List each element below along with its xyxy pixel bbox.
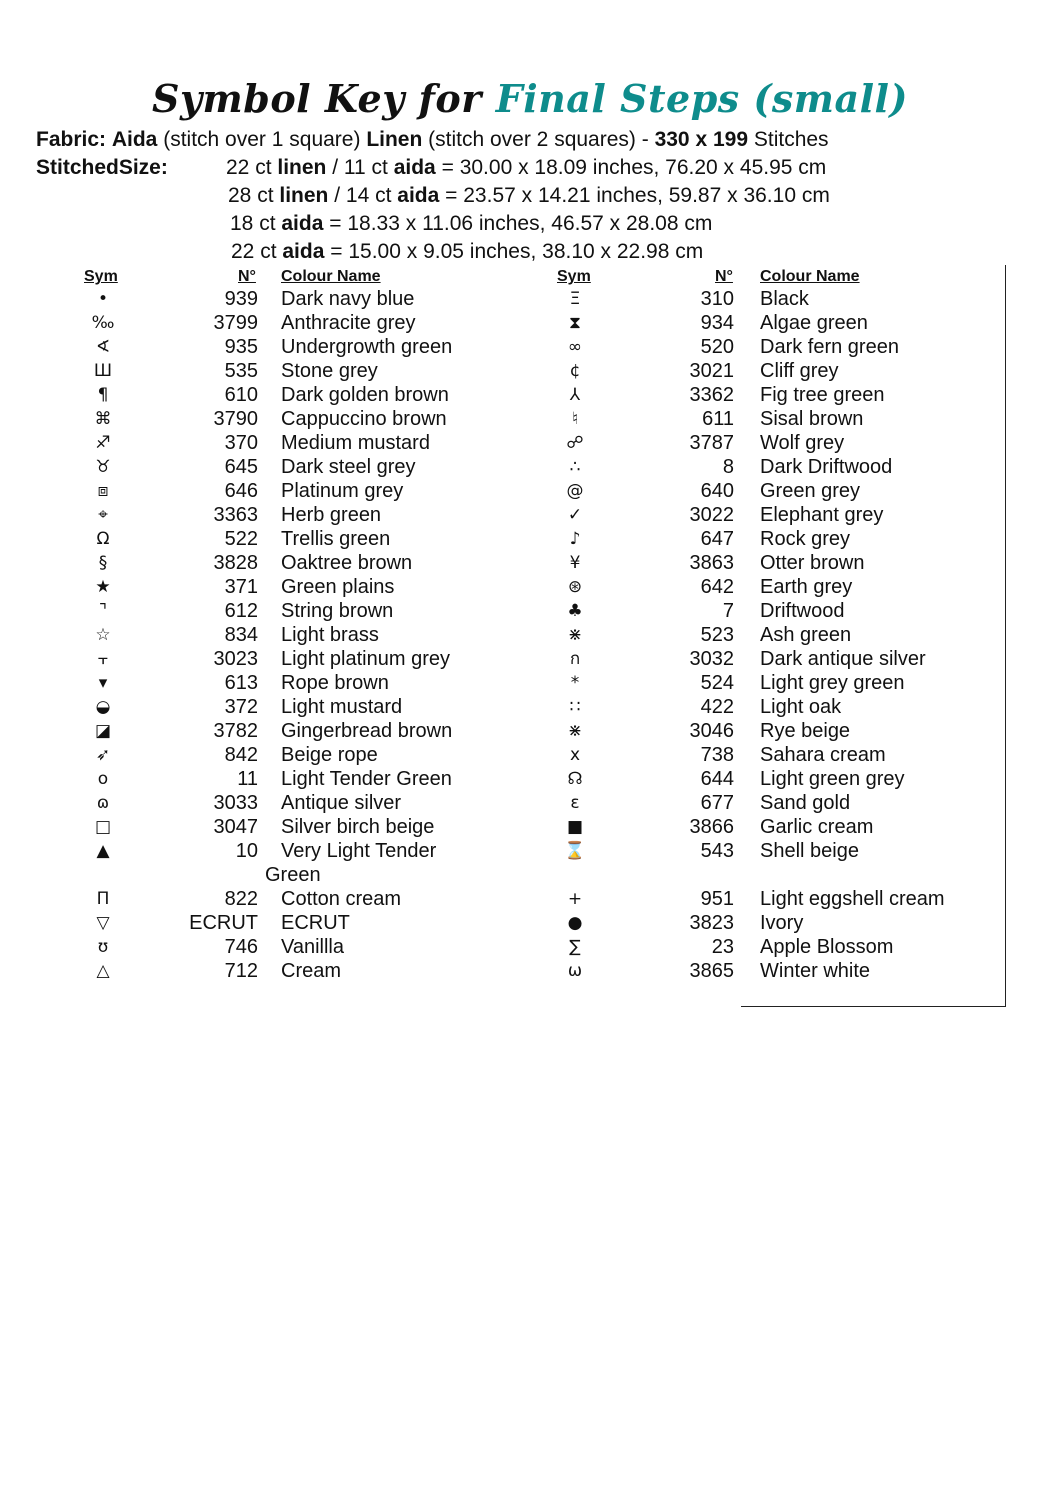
- key-row: [0, 647, 520, 671]
- colour-name: Green plains: [281, 576, 395, 598]
- thread-number: 951: [700, 888, 734, 910]
- key-row: [0, 503, 520, 527]
- symbol-glyph-icon: ☍: [566, 433, 584, 453]
- size-fabric: linen: [277, 156, 327, 179]
- key-row: [0, 815, 520, 839]
- title-pattern-name: Final Steps (small): [495, 76, 908, 121]
- symbol-glyph-icon: §: [98, 553, 108, 573]
- key-row: [0, 311, 520, 335]
- key-row: [520, 575, 1000, 599]
- symbol-glyph-icon: Π: [96, 889, 110, 909]
- symbol-glyph-icon: □: [94, 817, 112, 837]
- thread-number: 3863: [689, 552, 734, 574]
- colour-name: Vanillla: [281, 936, 344, 958]
- key-row: [0, 575, 520, 599]
- size-count: 22 ct: [231, 240, 277, 263]
- thread-number: 3362: [689, 384, 734, 406]
- colour-name: Green grey: [760, 480, 861, 502]
- thread-number: 3823: [689, 912, 734, 934]
- symbol-glyph-icon: ◒: [95, 697, 111, 717]
- colour-name: Light brass: [281, 624, 379, 646]
- symbol-glyph-icon: ♐: [95, 433, 111, 453]
- key-row: [0, 887, 520, 911]
- key-row: [520, 479, 1000, 503]
- header-sym-right: Sym: [557, 268, 591, 285]
- thread-number: 3021: [689, 360, 734, 382]
- colour-name: Dark steel grey: [281, 456, 416, 478]
- colour-name: Cappuccino brown: [281, 408, 447, 430]
- thread-number: 842: [224, 744, 258, 766]
- symbol-glyph-icon: ◪: [94, 721, 112, 741]
- colour-name: Wolf grey: [760, 432, 845, 454]
- key-row: [520, 719, 1000, 743]
- thread-number: 738: [700, 744, 734, 766]
- key-row: [520, 815, 1000, 839]
- size-fabric-2: aida: [397, 184, 440, 207]
- colour-name: Winter white: [760, 960, 871, 982]
- size-count: 22 ct: [226, 156, 272, 179]
- symbol-glyph-icon: ⫟: [97, 649, 109, 669]
- thread-number: 3363: [213, 504, 258, 526]
- colour-name: Stone grey: [281, 360, 378, 382]
- header-name-right: Colour Name: [760, 268, 860, 285]
- symbol-glyph-icon: ➶: [95, 745, 111, 765]
- key-row: [0, 959, 520, 983]
- key-row: [520, 695, 1000, 719]
- key-row: [0, 287, 520, 311]
- key-row: [0, 791, 520, 815]
- symbol-glyph-icon: ก: [569, 649, 581, 669]
- colour-name: Trellis green: [281, 528, 391, 550]
- colour-name: Light grey green: [760, 672, 905, 694]
- key-row: [520, 311, 1000, 335]
- thread-number: 640: [700, 480, 734, 502]
- key-row: [520, 767, 1000, 791]
- symbol-glyph-icon: ⊛: [567, 577, 583, 597]
- symbol-glyph-icon: ε: [570, 793, 580, 813]
- colour-name: Dark golden brown: [281, 384, 449, 406]
- thread-number: 3782: [213, 720, 258, 742]
- thread-number: 522: [224, 528, 258, 550]
- colour-name: Driftwood: [760, 600, 845, 622]
- colour-name: Light mustard: [281, 696, 403, 718]
- thread-number: 3790: [213, 408, 258, 430]
- key-row: [520, 599, 1000, 623]
- header-name-left: Colour Name: [281, 268, 381, 285]
- colour-name: Sand gold: [760, 792, 851, 814]
- symbol-glyph-icon: ∑: [569, 937, 581, 957]
- symbol-glyph-icon: △: [96, 961, 110, 981]
- colour-name: Dark antique silver: [760, 648, 926, 670]
- symbol-glyph-icon: ☆: [95, 625, 111, 645]
- colour-name: Ash green: [760, 624, 852, 646]
- size-dimensions: = 18.33 x 11.06 inches, 46.57 x 28.08 cm: [329, 212, 713, 235]
- colour-name: Cotton cream: [281, 888, 402, 910]
- thread-number: 535: [224, 360, 258, 382]
- thread-number: 422: [700, 696, 734, 718]
- thread-number: 642: [700, 576, 734, 598]
- size-count-2: / 14 ct: [334, 184, 392, 207]
- key-row: [520, 623, 1000, 647]
- key-row: [0, 455, 520, 479]
- key-row: [520, 503, 1000, 527]
- symbol-glyph-icon: ♪: [569, 529, 581, 549]
- thread-number: 370: [224, 432, 258, 454]
- thread-number: 935: [224, 336, 258, 358]
- colour-name: Rope brown: [281, 672, 389, 694]
- colour-name: Oaktree brown: [281, 552, 413, 574]
- key-row: [520, 431, 1000, 455]
- colour-name: ECRUT: [281, 912, 350, 934]
- key-row: [520, 407, 1000, 431]
- colour-name: Sahara cream: [760, 744, 886, 766]
- thread-number: 746: [224, 936, 258, 958]
- symbol-glyph-icon: ∷: [569, 697, 581, 717]
- fabric-label: Fabric:: [36, 128, 107, 151]
- colour-name: String brown: [281, 600, 394, 622]
- thread-number: 611: [702, 408, 734, 430]
- symbol-glyph-icon: ●: [567, 913, 583, 933]
- thread-number: 3865: [689, 960, 734, 982]
- symbol-glyph-icon: ¥: [569, 553, 581, 573]
- thread-number: 520: [700, 336, 734, 358]
- symbol-glyph-icon: ▲: [96, 841, 110, 861]
- thread-number: 822: [224, 888, 258, 910]
- symbol-glyph-icon: ♉: [95, 457, 111, 477]
- symbol-key-right-column: [520, 287, 1000, 983]
- key-row: [0, 407, 520, 431]
- key-row: [520, 383, 1000, 407]
- key-row: [520, 887, 1000, 911]
- colour-name: Otter brown: [760, 552, 865, 574]
- key-row: [0, 335, 520, 359]
- colour-name: Light green grey: [760, 768, 905, 790]
- stitched-size-line: [228, 182, 830, 210]
- colour-name: Light platinum grey: [281, 648, 450, 670]
- thread-number: 3046: [689, 720, 734, 742]
- symbol-glyph-icon: ♣: [567, 601, 583, 621]
- colour-name: Cream: [281, 960, 342, 982]
- thread-number: 934: [700, 312, 734, 334]
- symbol-glyph-icon: ∴: [569, 457, 581, 477]
- colour-name: Garlic cream: [760, 816, 874, 838]
- thread-number: 3047: [213, 816, 258, 838]
- symbol-glyph-icon: ⌛: [564, 841, 586, 861]
- symbol-glyph-icon: Ω: [96, 529, 110, 549]
- thread-number: 677: [700, 792, 734, 814]
- stitched-size-line: [226, 154, 826, 182]
- key-row: [0, 935, 520, 959]
- stitched-size-label: StitchedSize:: [36, 156, 168, 179]
- key-row: [0, 431, 520, 455]
- size-fabric: aida: [282, 240, 325, 263]
- key-row: [520, 671, 1000, 695]
- symbol-glyph-icon: ⌖: [98, 505, 108, 525]
- size-dimensions: = 15.00 x 9.05 inches, 38.10 x 22.98 cm: [330, 240, 704, 263]
- symbol-glyph-icon: ‰: [91, 313, 115, 333]
- symbol-glyph-icon: ɷ: [96, 793, 110, 813]
- key-row: [0, 479, 520, 503]
- symbol-glyph-icon: ¢: [569, 361, 581, 381]
- thread-number: 612: [224, 600, 258, 622]
- thread-number: 645: [224, 456, 258, 478]
- size-dimensions: = 23.57 x 14.21 inches, 59.87 x 36.10 cm: [445, 184, 830, 207]
- fabric-linen-note: (stitch over 2 squares) -: [428, 128, 649, 151]
- size-count: 28 ct: [228, 184, 274, 207]
- header-sym-left: Sym: [84, 268, 118, 285]
- key-row: [520, 743, 1000, 767]
- key-row: [520, 791, 1000, 815]
- thread-number: 310: [700, 288, 734, 310]
- key-row: [0, 695, 520, 719]
- symbol-glyph-icon: *: [570, 673, 580, 693]
- page-title: [0, 76, 1060, 121]
- key-row: [520, 911, 1000, 935]
- thread-number: 3023: [213, 648, 258, 670]
- stitch-count-label: Stitches: [753, 128, 829, 151]
- thread-number: 371: [224, 576, 258, 598]
- size-fabric: linen: [279, 184, 329, 207]
- key-row: [520, 455, 1000, 479]
- colour-name: Algae green: [760, 312, 868, 334]
- colour-name: Platinum grey: [281, 480, 404, 502]
- key-row: [0, 599, 520, 623]
- key-row: [0, 551, 520, 575]
- key-row: [520, 527, 1000, 551]
- colour-name: Antique silver: [281, 792, 402, 814]
- symbol-glyph-icon: ⋇: [567, 625, 583, 645]
- symbol-glyph-icon: +: [567, 889, 583, 909]
- colour-name: Light oak: [760, 696, 842, 718]
- symbol-glyph-icon: •: [97, 289, 109, 309]
- colour-name: Shell beige: [760, 840, 859, 862]
- table-right-border: [1005, 265, 1006, 1007]
- symbol-glyph-icon: ▾: [98, 673, 108, 693]
- symbol-glyph-icon: ★: [95, 577, 111, 597]
- stitched-size-line: [231, 238, 703, 266]
- thread-number: 7: [722, 600, 734, 622]
- colour-name: Anthracite grey: [281, 312, 416, 334]
- size-dimensions: = 30.00 x 18.09 inches, 76.20 x 45.95 cm: [441, 156, 827, 179]
- key-row: [0, 719, 520, 743]
- colour-name: Herb green: [281, 504, 382, 526]
- key-row: [520, 959, 1000, 983]
- colour-name-continued: Green: [265, 864, 321, 886]
- fabric-linen: Linen: [366, 128, 423, 151]
- thread-number: 10: [235, 840, 258, 862]
- key-row: [520, 287, 1000, 311]
- thread-number: 3866: [689, 816, 734, 838]
- key-row: [520, 839, 1000, 887]
- symbol-glyph-icon: ▽: [96, 913, 110, 933]
- size-count-2: / 11 ct: [332, 156, 388, 179]
- thread-number: 23: [711, 936, 734, 958]
- colour-name: Earth grey: [760, 576, 853, 598]
- colour-name: Sisal brown: [760, 408, 864, 430]
- thread-number: 610: [224, 384, 258, 406]
- thread-number: 8: [722, 456, 734, 478]
- thread-number: 647: [700, 528, 734, 550]
- key-row: [0, 527, 520, 551]
- key-row: [0, 911, 520, 935]
- symbol-glyph-icon: ⌝: [99, 601, 107, 621]
- symbol-glyph-icon: ⌘: [94, 409, 112, 429]
- key-row: [520, 551, 1000, 575]
- thread-number: 524: [700, 672, 734, 694]
- symbol-glyph-icon: ■: [566, 817, 584, 837]
- thread-number: 3828: [213, 552, 258, 574]
- key-row: [0, 623, 520, 647]
- colour-name: Cliff grey: [760, 360, 839, 382]
- colour-name: Apple Blossom: [760, 936, 894, 958]
- thread-number: 834: [224, 624, 258, 646]
- colour-name: Rock grey: [760, 528, 851, 550]
- thread-number: 11: [237, 768, 258, 790]
- symbol-glyph-icon: ω: [567, 961, 583, 981]
- symbol-glyph-icon: x: [569, 745, 581, 765]
- thread-number: 372: [224, 696, 258, 718]
- key-row: [520, 335, 1000, 359]
- symbol-glyph-icon: @: [566, 481, 584, 501]
- thread-number: 523: [700, 624, 734, 646]
- symbol-glyph-icon: Ξ: [569, 289, 581, 309]
- symbol-glyph-icon: ʊ: [97, 937, 109, 957]
- colour-name: Dark Driftwood: [760, 456, 893, 478]
- key-row: [0, 767, 520, 791]
- size-count: 18 ct: [230, 212, 276, 235]
- symbol-glyph-icon: ✓: [567, 505, 583, 525]
- thread-number: 939: [224, 288, 258, 310]
- colour-name: Light Tender Green: [281, 768, 452, 790]
- colour-name: Dark navy blue: [281, 288, 415, 310]
- thread-number: 3032: [689, 648, 734, 670]
- symbol-glyph-icon: ¶: [97, 385, 109, 405]
- key-row: [520, 935, 1000, 959]
- size-fabric-2: aida: [393, 156, 436, 179]
- thread-number: 644: [700, 768, 734, 790]
- title-prefix: Symbol Key for: [152, 76, 482, 121]
- key-row: [520, 647, 1000, 671]
- symbol-glyph-icon: ♮: [571, 409, 579, 429]
- thread-number: 3033: [213, 792, 258, 814]
- table-bottom-border: [741, 1006, 1006, 1007]
- colour-name: Fig tree green: [760, 384, 885, 406]
- colour-name: Light eggshell cream: [760, 888, 945, 910]
- symbol-key-left-column: [0, 287, 520, 983]
- symbol-glyph-icon: ∢: [95, 337, 111, 357]
- symbol-glyph-icon: ∞: [567, 337, 583, 357]
- fabric-aida-note: (stitch over 1 square): [163, 128, 361, 151]
- symbol-glyph-icon: ⅄: [569, 385, 581, 405]
- thread-number: 646: [224, 480, 258, 502]
- size-fabric: aida: [281, 212, 324, 235]
- thread-number: 3022: [689, 504, 734, 526]
- fabric-line: [36, 126, 829, 154]
- colour-name: Very Light Tender: [281, 840, 437, 862]
- header-num-right: N°: [715, 268, 733, 285]
- key-row: [0, 743, 520, 767]
- thread-number: ECRUT: [189, 912, 258, 934]
- thread-number: 3799: [213, 312, 258, 334]
- colour-name: Gingerbread brown: [281, 720, 453, 742]
- key-row: [0, 839, 520, 887]
- key-row: [0, 383, 520, 407]
- stitched-size-line: [230, 210, 712, 238]
- colour-name: Black: [760, 288, 809, 310]
- fabric-aida: Aida: [111, 128, 158, 151]
- header-num-left: N°: [238, 268, 256, 285]
- symbol-glyph-icon: Ш: [93, 361, 113, 381]
- symbol-glyph-icon: ☊: [567, 769, 583, 789]
- symbol-glyph-icon: ⧗: [569, 313, 581, 333]
- thread-number: 613: [224, 672, 258, 694]
- colour-name: Dark fern green: [760, 336, 899, 358]
- thread-number: 3787: [689, 432, 734, 454]
- colour-name: Silver birch beige: [281, 816, 435, 838]
- key-row: [0, 671, 520, 695]
- thread-number: 543: [700, 840, 734, 862]
- colour-name: Elephant grey: [760, 504, 884, 526]
- thread-number: 712: [224, 960, 258, 982]
- symbol-glyph-icon: o: [97, 769, 109, 789]
- colour-name: Medium mustard: [281, 432, 430, 454]
- colour-name: Ivory: [760, 912, 804, 934]
- key-row: [0, 359, 520, 383]
- colour-name: Beige rope: [281, 744, 378, 766]
- key-row: [520, 359, 1000, 383]
- stitch-count: 330 x 199: [654, 128, 749, 151]
- symbol-glyph-icon: ⧈: [97, 481, 109, 501]
- symbol-glyph-icon: ⋇: [567, 721, 583, 741]
- colour-name: Undergrowth green: [281, 336, 453, 358]
- colour-name: Rye beige: [760, 720, 851, 742]
